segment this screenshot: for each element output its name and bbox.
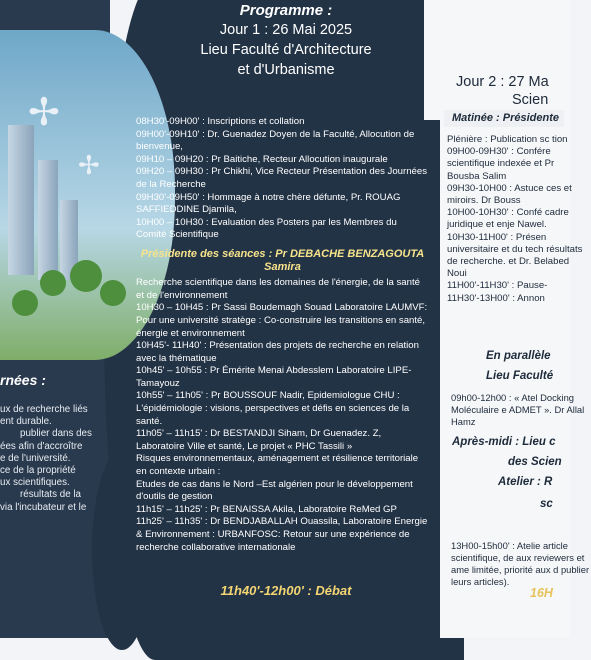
tree-icon: [40, 270, 66, 296]
tree-icon: [70, 260, 102, 292]
debate-slot: 11h40'-12h00' : Débat: [220, 583, 352, 598]
schedule-item: 11h25' – 11h35' : Dr BENDJABALLAH Ouassila, Laboratoire Energie & Environnement : URBANFOSC: Retour sur une expérience de recherche collaborative internationale: [136, 516, 428, 553]
skyscraper-shape: [38, 160, 58, 280]
schedule-item: 10h55' – 11h05' : Pr BOUSSOUF Nadir, Epidemiologue CHU : L'épidémiologie : visions, perspectives et défis en sciences de la santé.: [136, 390, 410, 427]
article-workshop-text: 13H00-15h00' : Atelie article scientifique, de aux reviewers et ame limitée, priorité aux d publier leurs articles).: [451, 540, 590, 587]
schedule-item: 10H00-10H30' : Confé cadre juridique et enje Nawel.: [447, 207, 569, 231]
afternoon-heading: Après-midi : Lieu c: [452, 436, 556, 448]
tree-icon: [12, 290, 38, 316]
schedule-item: 10H30 – 10H45 : Pr Sassi Boudemagh Souad Laboratoire LAUMVF: Pour une université stratège : Co-construire les transitions en santé, énergie et environnement: [136, 302, 428, 339]
schedule-item: 09H00'-09H10' : Dr. Guenadez Doyen de la Faculté, Allocution de bienvenue,: [136, 128, 415, 153]
bottom-time: 16H: [530, 586, 553, 600]
schedule-item: 10h45' – 10h55 : Pr Émérite Menai Abdesslem Laboratoire LIPE-Tamayouz: [136, 365, 412, 389]
program-title: Programme :: [239, 2, 333, 19]
schedule-item: Plénière : Publication sc tion: [447, 134, 568, 145]
skyscraper-shape: [8, 125, 34, 275]
left-line: ent durable.: [0, 416, 52, 428]
day2-schedule: [447, 134, 587, 305]
left-section-heading: rnées :: [0, 372, 46, 388]
atelier-subheading: sc: [540, 498, 553, 510]
day2-date: Jour 2 : 27 Ma: [456, 74, 549, 90]
schedule-item: 09H10 – 09H20 : Pr Baitiche, Recteur Allocution inaugurale: [136, 153, 388, 165]
left-line: ux de recherche liés: [0, 404, 88, 415]
day1-place-line2: et d'Urbanisme: [237, 62, 335, 78]
left-line: via l'incubateur et le: [0, 501, 87, 513]
schedule-item: 09H00-09H30' : Confére scientifique indexée et Pr Bousba Salim: [447, 146, 555, 182]
schedule-item: 08H30'-09H00' : Inscriptions et collation: [136, 116, 305, 127]
left-line: résultats de la: [20, 489, 81, 501]
atelier-heading: Atelier : R: [498, 476, 553, 488]
schedule-item: 10H30-11H00' : Présen universitaire et du tech résultats de recherche. et Dr. Belabed Noui: [447, 231, 583, 280]
afternoon-place: des Scien: [508, 456, 562, 468]
docking-workshop-text: 09h00-12h00 : « Atel Docking Moléculaire e ADMET ». Dr Allal Hamz: [451, 392, 585, 427]
schedule-item: 11h05' – 11h15' : Dr BESTANDJI Siham, Dr Guenadez. Z, Laboratoire Ville et santé, Le projet « PHC Tassili »: [136, 428, 382, 452]
schedule-item: 09H20 – 09H30 : Pr Chikhi, Vice Recteur Présentation des Journées de la Recherche: [136, 166, 427, 190]
schedule-item: 10H00 – 10H30 : Evaluation des Posters par les Membres du Comité Scientifique: [136, 216, 397, 241]
left-line: ux scientifiques.: [0, 477, 70, 489]
day1-schedule: [136, 116, 429, 554]
matinee-heading: Matinée : Présidente: [452, 112, 559, 124]
wind-turbine-icon: ✢: [28, 92, 60, 134]
schedule-item: 11h15' – 11h25' : Pr BENAISSA Akila, Laboratoire ReMed GP: [136, 503, 397, 515]
schedule-item: Etudes de cas dans le Nord –Est algérien pour le développement d'outils de gestion: [136, 478, 413, 503]
tree-icon: [100, 280, 126, 306]
schedule-item: 09H30'-09H50' : Hommage à notre chère défunte, Pr. ROUAG SAFFIEDDINE Djamila,: [136, 191, 401, 216]
schedule-item: Recherche scientifique dans les domaines de l'énergie, de la santé et de l'environnement: [136, 277, 420, 301]
day1-place: Lieu Faculté d'Architecture: [200, 42, 372, 58]
left-line: ce de la propriété: [0, 465, 76, 477]
day1-header: [136, 20, 436, 80]
schedule-item: Risques environnementaux, aménagement et résilience territoriale en contexte urbain :: [136, 453, 419, 478]
day2-place: Scien: [512, 92, 549, 108]
wind-turbine-icon: ✢: [78, 150, 100, 180]
schedule-item: 11H00'-11H30' : Pause-: [447, 280, 548, 292]
parallel-heading: En parallèle: [486, 350, 551, 362]
parallel-place: Lieu Faculté: [486, 370, 554, 382]
left-line: publier dans des: [20, 428, 92, 440]
schedule-item: 10H45'- 11H40' : Présentation des projets de recherche en relation avec la thématique: [136, 340, 419, 364]
left-line: ées afin d'accroître: [0, 440, 83, 452]
left-line: e de l'université.: [0, 452, 71, 464]
schedule-item: 11H30'-13H00' : Annon: [447, 292, 545, 304]
session-chair-heading: Présidente des séances : Pr DEBACHE BENZAGOUTA Samira: [140, 247, 425, 273]
schedule-item: 09H30-10H00 : Astuce ces et miroirs. Dr Bouss: [447, 182, 572, 207]
left-objectives-text: [0, 404, 104, 514]
day1-date: Jour 1 : 26 Mai 2025: [219, 22, 353, 38]
